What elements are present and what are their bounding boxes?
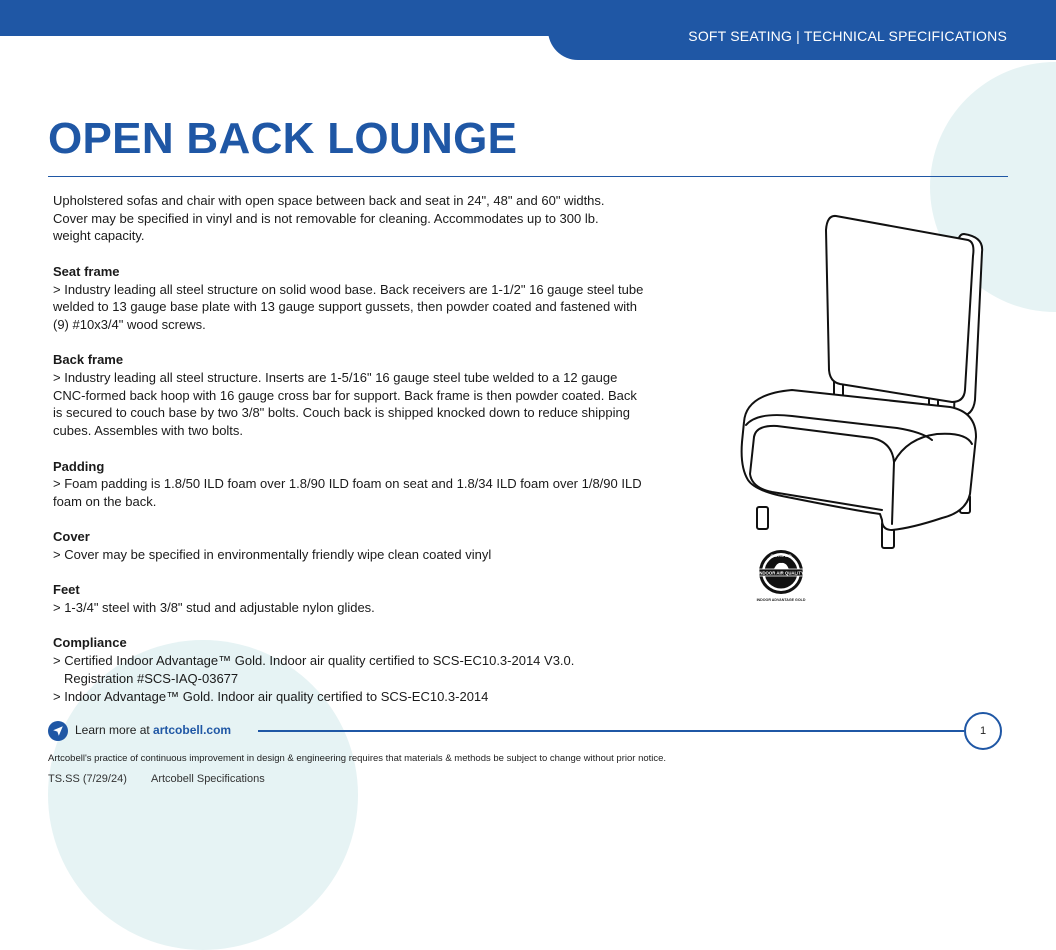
footer-rule [258, 730, 964, 732]
section-title: Back frame [53, 352, 124, 368]
section-title: Padding [53, 458, 105, 474]
section-line: > Cover may be specified in environmentally friendly wipe clean coated vinyl [53, 547, 492, 562]
section-seat-frame [53, 263, 719, 334]
disclaimer: Artcobell's practice of continuous improvement in design & engineering requires that materials & methods be subject to change without prior notice. [48, 753, 667, 764]
section-line: > Foam padding is 1.8/50 ILD foam over 1.8/90 ILD foam on seat and 1.8/34 ILD foam over 1/8/90 ILD [53, 476, 642, 492]
learn-more-text [75, 723, 231, 737]
section-compliance [53, 634, 719, 705]
spec-content [53, 192, 719, 705]
document-code: TS.SS (7/29/24) [48, 773, 127, 785]
section-line: foam on the back. [53, 493, 157, 509]
section-title: Cover [53, 529, 90, 545]
section-back-frame [53, 351, 719, 440]
section-line: > Indoor Advantage™ Gold. Indoor air quality certified to SCS-EC10.3-2014 [53, 688, 489, 704]
intro-line: Cover may be specified in vinyl and is not removable for cleaning. Accommodates up to 300 lb. [53, 210, 599, 226]
page-number: 1 [964, 712, 1002, 750]
intro-paragraph [53, 192, 719, 245]
section-cover [53, 528, 719, 563]
section-line: cubes. Assembles with two bolts. [53, 423, 244, 439]
learn-more-prefix: Learn more at [75, 723, 154, 737]
certification-badge [754, 548, 808, 606]
section-title: Seat frame [53, 263, 120, 279]
intro-line: weight capacity. [53, 228, 145, 244]
navigation-arrow-icon [48, 721, 68, 741]
section-line: Registration #SCS-IAQ-03677 [64, 670, 239, 686]
website-link[interactable]: artcobell.com [153, 723, 232, 737]
section-line: is secured to couch base by two 3/8" bolts. Couch back is shipped knocked down to reduce shipping [53, 405, 630, 421]
header-label: SOFT SEATING | TECHNICAL SPECIFICATIONS [688, 28, 1007, 44]
section-padding [53, 458, 719, 511]
section-title: Compliance [53, 635, 127, 651]
section-feet [53, 581, 719, 616]
section-line: welded to 13 gauge base plate with 13 gauge support gussets, then powder coated and fastened with [53, 299, 637, 315]
badge-middle-text: INDOOR AIR QUALITY [758, 570, 804, 576]
lounge-chair-illustration [732, 212, 992, 557]
section-line: > Industry leading all steel structure on solid wood base. Back receivers are 1-1/2" 16 gauge steel tube [53, 281, 644, 297]
document-name: Artcobell Specifications [151, 773, 265, 785]
section-line: > 1-3/4" steel with 3/8" stud and adjustable nylon glides. [53, 600, 375, 616]
title-divider [48, 176, 1008, 177]
page-title: OPEN BACK LOUNGE [48, 114, 518, 163]
section-title: Feet [53, 582, 80, 598]
section-line: > Certified Indoor Advantage™ Gold. Indoor air quality certified to SCS-EC10.3-2014 V3.0. [53, 653, 575, 669]
section-line: (9) #10x3/4" wood screws. [53, 316, 206, 332]
badge-top-text: CERTIFIED [770, 553, 792, 558]
badge-bottom-text: INDOOR ADVANTAGE GOLD [756, 598, 806, 602]
section-line: CNC-formed back hoop with 16 gauge cross bar for support. Back frame is then powder coated. Back [53, 387, 637, 403]
section-line: > Industry leading all steel structure. Inserts are 1-5/16" 16 gauge steel tube welded to a 12 gauge [53, 370, 618, 385]
intro-line: Upholstered sofas and chair with open space between back and seat in 24", 48" and 60" widths. [53, 193, 605, 208]
